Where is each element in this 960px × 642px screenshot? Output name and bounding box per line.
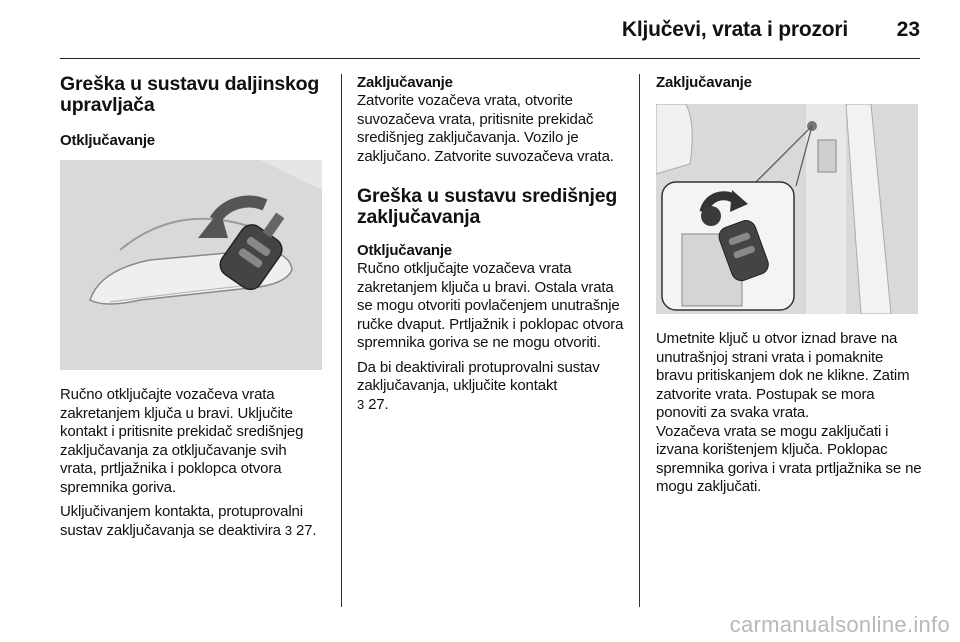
paragraph: Ručno otključajte vozačeva vrata zakretanjem ključa u bravi. Uključite kontakt i pritisnite prekidač središnjeg zaključavanja za otključavanje svih vrata, prtljažnika i poklopca otvora spremnika goriva. <box>60 386 304 496</box>
subheading: Zaključavanje <box>656 74 752 91</box>
subheading: Zaključavanje <box>357 74 453 91</box>
paragraph <box>60 503 326 540</box>
page-reference[interactable]: 27. <box>364 395 389 413</box>
door-handle-key-illustration <box>60 160 322 370</box>
paragraph: Zatvorite vozačeva vrata, otvorite suvozačeva vrata, pritisnite prekidač središnjeg zaključavanja. Vozilo je zaključano. Zatvorite suvozačeva vrata. <box>357 92 614 165</box>
page-header <box>0 0 960 60</box>
page-number: 23 <box>896 18 920 41</box>
column-3 <box>656 74 922 497</box>
section-heading: Greška u sustavu središnjeg zaključavanja <box>357 185 618 228</box>
subheading: Otključavanje <box>60 132 155 149</box>
column-2 <box>357 74 625 414</box>
page-reference-arrow: 3 <box>357 396 365 412</box>
paragraph <box>357 359 625 415</box>
paragraph: Umetnite ključ u otvor iznad brave na unutrašnjoj strani vrata i pomaknite bravu pritiskanjem dok ne klikne. Zatim zatvorite vrata. Postupak se mora ponoviti za svaka vrata. <box>656 330 910 421</box>
door-lock-key-illustration <box>656 104 918 314</box>
paragraph-text: Da bi deaktivirali protuprovalni sustav zaključavanja, uključite kontakt <box>357 358 600 394</box>
column-divider <box>341 74 342 607</box>
paragraph-text: Uključivanjem kontakta, protuprovalni sustav zaključavanja se deaktivira <box>60 503 303 539</box>
subheading: Otključavanje <box>357 242 452 259</box>
page-reference-arrow: 3 <box>284 522 292 538</box>
paragraph: Vozačeva vrata se mogu zaključati i izvana korištenjem ključa. Poklopac spremnika goriva i vrata prtljažnika se ne mogu zaključati. <box>656 422 922 495</box>
header-divider <box>60 58 920 59</box>
column-1 <box>60 74 326 540</box>
column-divider <box>639 74 640 607</box>
page-reference[interactable]: 27. <box>291 521 317 539</box>
paragraph: Ručno otključajte vozačeva vrata zakretanjem ključa u bravi. Ostala vrata se mogu otvoriti povlačenjem unutrašnje ručke dvaput. Prtljažnik i poklopac otvora spremnika goriva se ne mogu otvoriti. <box>357 260 624 351</box>
chapter-title: Ključevi, vrata i prozori <box>621 18 848 41</box>
watermark: carmanualsonline.info <box>729 612 950 637</box>
section-heading: Greška u sustavu daljinskog upravljača <box>60 73 320 116</box>
